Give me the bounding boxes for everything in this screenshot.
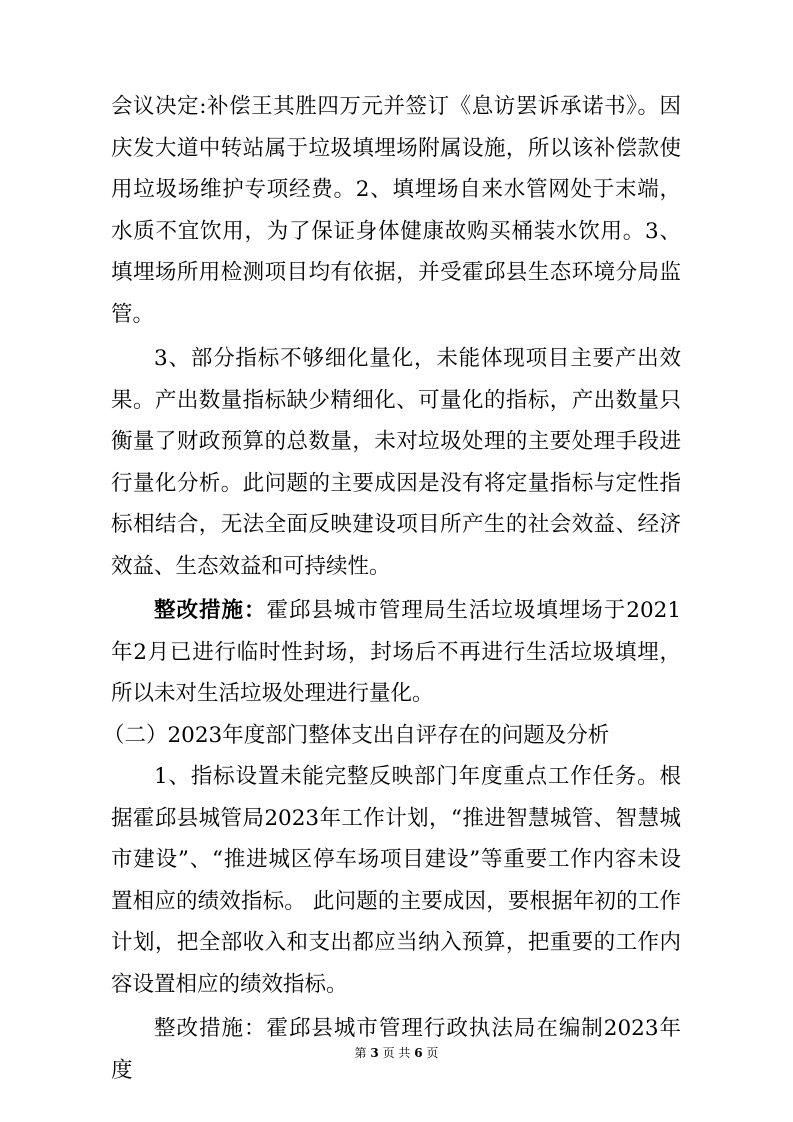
document-body [103, 86, 681, 1091]
footer-middle: 页 共 [382, 1046, 411, 1060]
paragraph-rectification-2023: 整改措施：霍邱县城市管理行政执法局在编制2023年度 [111, 1016, 681, 1083]
rectification-text: 霍邱县城市管理局生活垃圾填埋场于2021年2月已进行临时性封场，封场后不再进行生活垃圾填埋，所以未对生活垃圾处理进行量化。 [111, 598, 681, 706]
footer-total-pages: 6 [414, 1046, 423, 1060]
paragraph-rectification-landfill [111, 590, 681, 715]
rectification-label: 整改措施： [154, 598, 267, 623]
paragraph-compensation-decision: 会议决定:补偿王其胜四万元并签订《息访罢诉承诺书》。因庆发大道中转站属于垃圾填埋场附属设施，所以该补偿款使用垃圾场维护专项经费。2、填埋场自来水管网处于末端，水质不宜饮用，为了保证身体健康故购买桶装水饮用。3、填埋场所用检测项目均有依据，并受霍邱县生态环境分局监管。 [111, 94, 681, 327]
footer-prefix: 第 [354, 1046, 367, 1060]
footer-suffix: 页 [426, 1046, 439, 1060]
footer-current-page: 3 [370, 1046, 379, 1060]
page-footer [0, 1044, 793, 1061]
paragraph-indicator-issue: 3、部分指标不够细化量化，未能体现项目主要产出效果。产出数量指标缺少精细化、可量化的指标，产出数量只衡量了财政预算的总数量，未对垃圾处理的主要处理手段进行量化分析。此问题的主要成因是没有将定量指标与定性指标相结合，无法全面反映建设项目所产生的社会效益、经济效益、生态效益和可持续性。 [111, 346, 681, 579]
paragraph-indicator-setting-issue: 1、指标设置未能完整反映部门年度重点工作任务。根据霍邱县城管局2023年工作计划，“推进智慧城管、智慧城市建设”、“推进城区停车场项目建设”等重要工作内容未设置相应的绩效指标。 此问题的主要成因，要根据年初的工作计划，把全部收入和支出都应当纳入预算，把重要的工作内容设置相应的绩效指标。 [111, 764, 681, 997]
section-heading-2023-self-evaluation: （二）2023年度部门整体支出自评存在的问题及分析 [103, 722, 610, 748]
